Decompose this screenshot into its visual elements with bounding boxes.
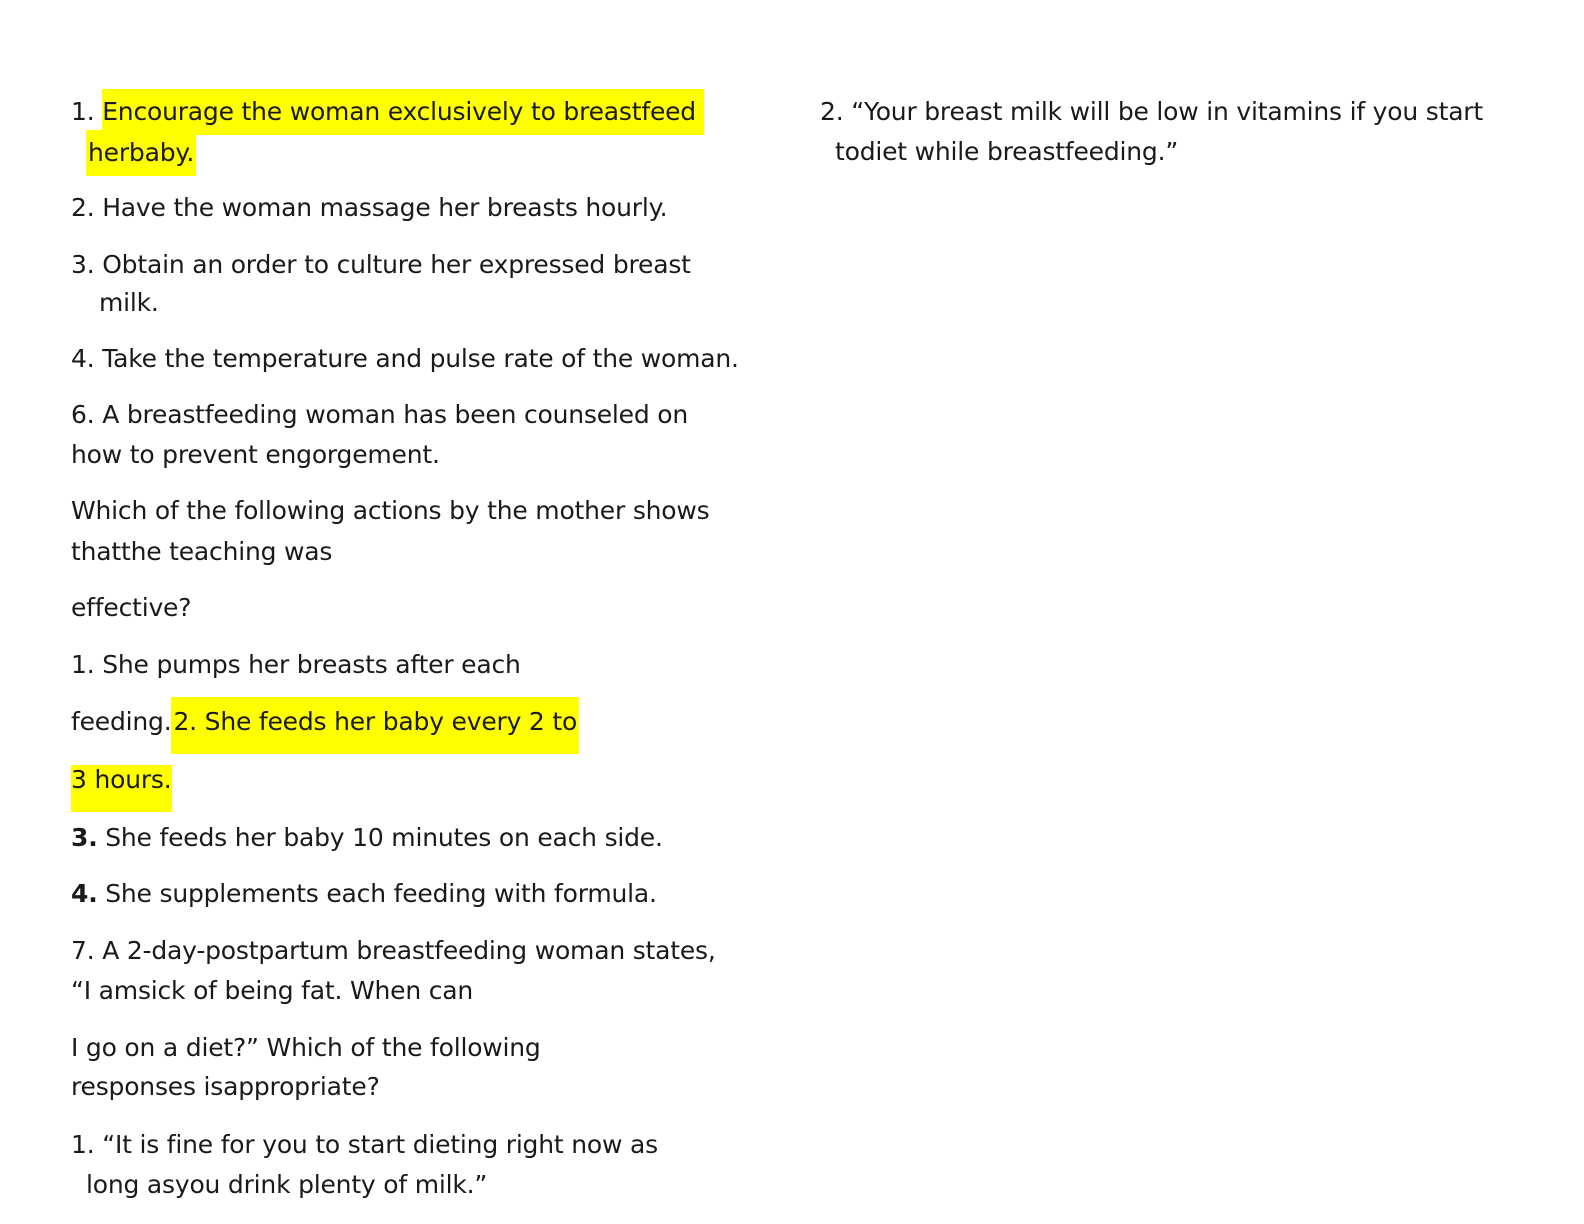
q5-option-3-line-1: 3. Obtain an order to culture her expressed breast [71,250,691,279]
q5-option-3-line-2: milk. [99,288,159,317]
q6-stem-line-1: 6. A breastfeeding woman has been counseled on [71,400,688,429]
q6-option-4 [71,874,657,914]
option-number: 3. [71,823,98,852]
q7-option-1-line-1: 1. “It is fine for you to start dieting right now as [71,1130,658,1159]
q6-stem-line-5: effective? [71,593,192,622]
q7-option-2-line-1: 2. “Your breast milk will be low in vitamins if you start [820,97,1483,126]
highlighted-answer: Encourage the woman exclusively to breastfeed [102,89,704,135]
option-number: 4. [71,879,98,908]
q6-stem-line-4: thatthe teaching was [71,537,333,566]
q7-stem-line-1: 7. A 2-day-postpartum breastfeeding woman states, [71,936,716,965]
q6-option-2-line-2 [71,760,172,800]
q5-option-1-line-2 [86,133,196,173]
q5-option-4: 4. Take the temperature and pulse rate of the woman. [71,344,739,373]
q7-stem-line-2: “I amsick of being fat. When can [71,976,474,1005]
q7-stem-line-4: responses isappropriate? [71,1072,380,1101]
q6-option-1-line-1: 1. She pumps her breasts after each [71,650,521,679]
q5-option-1-line-1 [71,92,704,132]
highlighted-answer: 3 hours. [71,765,172,812]
q6-stem-line-2: how to prevent engorgement. [71,440,440,469]
q7-option-1-line-2: long asyou drink plenty of milk.” [86,1170,488,1199]
highlighted-answer: 2. She feeds her baby every 2 to [171,697,579,754]
q6-option-3 [71,818,663,858]
highlighted-answer: herbaby. [86,130,196,176]
q5-option-2: 2. Have the woman massage her breasts hourly. [71,193,668,222]
option-text: She feeds her baby 10 minutes on each side. [97,823,663,852]
q7-stem-line-3: I go on a diet?” Which of the following [71,1033,541,1062]
option-text: She supplements each feeding with formula. [97,879,657,908]
q6-stem-line-3: Which of the following actions by the mother shows [71,496,710,525]
option-number: 1. [71,97,103,126]
q7-option-2-line-2: todiet while breastfeeding.” [835,137,1179,166]
q6-option-1-line-2 [71,702,579,742]
option-text: feeding. [71,707,172,736]
